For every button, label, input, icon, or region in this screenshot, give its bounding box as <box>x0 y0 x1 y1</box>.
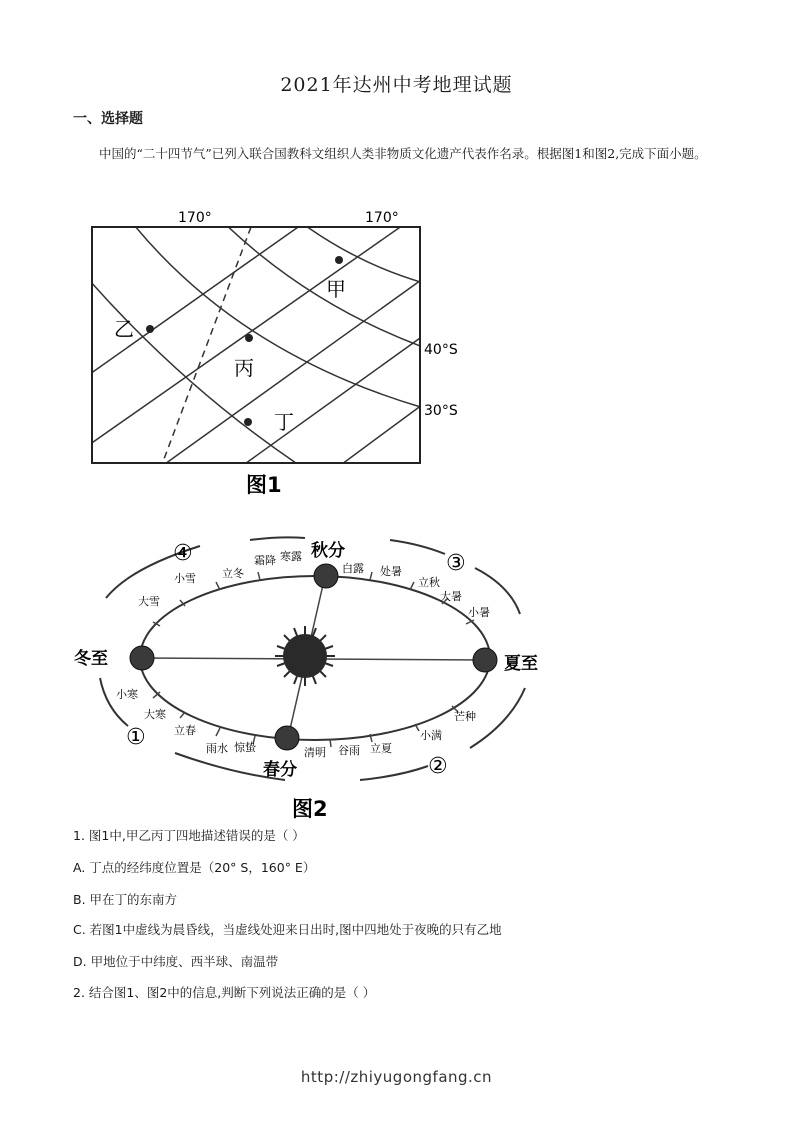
lat-label-40s: 40°S <box>424 342 458 358</box>
term-lixia: 立夏 <box>370 742 392 755</box>
point-ding-label: 丁 <box>274 410 294 434</box>
term-mangzhong: 芒种 <box>454 710 476 723</box>
map-frame <box>92 227 420 463</box>
marker-3: ③ <box>446 551 466 576</box>
term-bailu: 白露 <box>342 562 364 575</box>
question-1: 1. 图1中,甲乙丙丁四地描述错误的是（ ） <box>73 828 305 843</box>
term-dongzhi: 冬至 <box>74 649 108 669</box>
marker-1: ① <box>126 725 146 750</box>
question-1-option-b: B. 甲在丁的东南方 <box>73 892 178 907</box>
figure-1-map <box>86 205 486 505</box>
term-yushui: 雨水 <box>206 742 228 755</box>
guide-arc <box>390 540 445 554</box>
term-xiaoshu: 小暑 <box>468 606 490 619</box>
term-guyu: 谷雨 <box>338 744 360 757</box>
term-qingming: 清明 <box>304 746 326 759</box>
earth-icon-spring <box>275 726 299 750</box>
term-lichun: 立春 <box>174 724 196 737</box>
guide-arc <box>100 678 128 726</box>
term-lidong: 立冬 <box>222 567 244 580</box>
term-liqiu: 立秋 <box>418 576 440 589</box>
latitude-arc <box>86 265 346 495</box>
term-daxue: 大雪 <box>138 595 160 608</box>
lon-label-left: 170° <box>178 210 212 226</box>
figure-2-caption: 图2 <box>292 797 328 821</box>
term-shuangjiang: 霜降 <box>254 554 276 567</box>
point-bing-dot <box>245 334 253 342</box>
question-1-option-d: D. 甲地位于中纬度、西半球、南温带 <box>73 954 279 969</box>
guide-arc <box>470 688 525 748</box>
latitude-arc <box>291 215 431 285</box>
point-yi-dot <box>146 325 154 333</box>
marker-4: ④ <box>173 541 193 566</box>
latitude-arc <box>216 215 431 350</box>
earth-icon-summer <box>473 648 497 672</box>
earth-icon-autumn <box>314 564 338 588</box>
footer-url[interactable]: http://zhiyugongfang.cn <box>300 1068 493 1086</box>
longitude-line <box>146 305 466 505</box>
earth-icon-winter <box>130 646 154 670</box>
sun-icon <box>275 626 335 686</box>
term-xiaohan: 小寒 <box>116 688 138 701</box>
point-ding-dot <box>244 418 252 426</box>
term-chushu: 处暑 <box>380 565 402 578</box>
term-qiufen: 秋分 <box>311 541 345 561</box>
guide-arc <box>360 766 428 780</box>
question-1-option-c: C. 若图1中虚线为晨昏线，当虚线处迎来日出时,图中四地处于夜晚的只有乙地 <box>73 922 502 937</box>
marker-2: ② <box>428 754 448 779</box>
point-jia-dot <box>335 256 343 264</box>
term-xiazhi: 夏至 <box>504 654 538 674</box>
question-1-option-a: A. 丁点的经纬度位置是（20° S，160° E） <box>73 860 316 875</box>
longitude-line <box>86 255 456 505</box>
page-title: 2021年达州中考地理试题 <box>280 74 513 96</box>
term-xiaoxue: 小雪 <box>174 572 196 585</box>
term-dahan: 大寒 <box>144 708 166 721</box>
question-2: 2. 结合图1、图2中的信息,判断下列说法正确的是（ ） <box>73 985 376 1000</box>
guide-arc <box>250 537 305 540</box>
point-yi-label: 乙 <box>114 317 134 341</box>
term-hanlu: 寒露 <box>280 550 302 563</box>
intro-paragraph: 中国的“二十四节气”已列入联合国教科文组织人类非物质文化遗产代表作名录。根据图1和图2,完成下面小题。 <box>99 146 707 161</box>
lat-label-30s: 30°S <box>424 403 458 419</box>
figure-1-caption: 图1 <box>246 473 282 497</box>
point-bing-label: 丙 <box>234 356 254 380</box>
dashed-line <box>161 227 251 467</box>
section-heading: 一、选择题 <box>73 111 143 127</box>
term-chunfen: 春分 <box>263 760 297 780</box>
term-dashu: 大暑 <box>440 590 462 603</box>
lon-label-right: 170° <box>365 210 399 226</box>
term-xiaoman: 小满 <box>420 729 442 742</box>
point-jia-label: 甲 <box>326 277 346 301</box>
term-jingzhe: 惊蛰 <box>234 741 256 754</box>
figure-2-orbit <box>70 528 570 823</box>
